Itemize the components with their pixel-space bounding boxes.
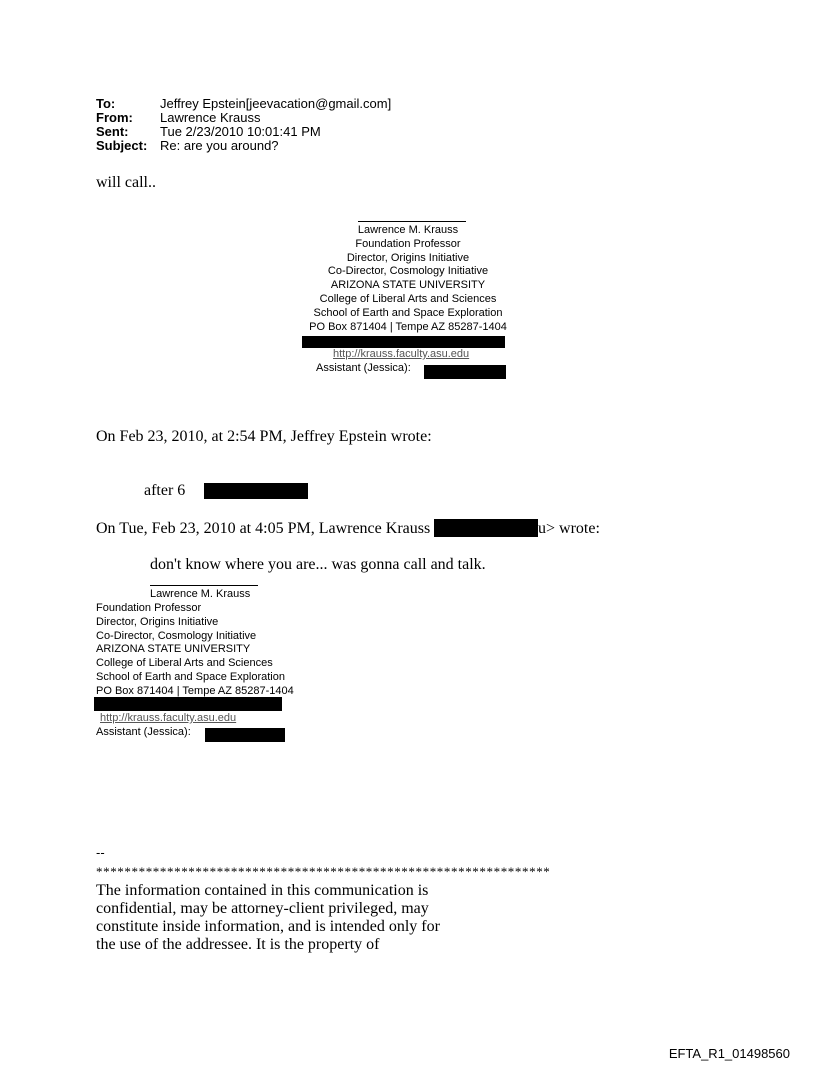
quote1-attribution: On Feb 23, 2010, at 2:54 PM, Jeffrey Epstein wrote: <box>96 428 432 445</box>
from-value: Lawrence Krauss <box>160 110 261 125</box>
signature1-codirector: Co-Director, Cosmology Initiative <box>327 265 489 278</box>
signature1-link[interactable]: http://krauss.faculty.asu.edu <box>333 348 470 360</box>
quote2-attribution-prefix: On Tue, Feb 23, 2010 at 4:05 PM, Lawrence Krauss <box>96 520 431 537</box>
footer-dashes: -- <box>96 845 105 860</box>
signature2-rule <box>150 585 258 586</box>
sent-label: Sent: <box>96 124 129 139</box>
signature1-school: School of Earth and Space Exploration <box>313 306 503 319</box>
body-message: will call.. <box>96 174 156 191</box>
subject-label: Subject: <box>96 138 148 153</box>
header-to-row <box>96 97 391 111</box>
disclaimer-line: the use of the addressee. It is the property of <box>96 936 380 953</box>
signature2-assistant: Assistant (Jessica): <box>96 726 191 738</box>
signature2-redaction-assistant <box>205 728 285 742</box>
disclaimer-line: confidential, may be attorney-client privileged, may <box>96 900 429 917</box>
signature2-link[interactable]: http://krauss.faculty.asu.edu <box>100 712 237 724</box>
signature1-assistant: Assistant (Jessica): <box>316 362 411 374</box>
document-id: EFTA_R1_01498560 <box>668 1046 790 1061</box>
signature1-block <box>278 224 538 334</box>
footer-stars: **************************************************************** <box>96 864 551 879</box>
subject-value: Re: are you around? <box>160 138 279 153</box>
sent-value: Tue 2/23/2010 10:01:41 PM <box>160 124 321 139</box>
disclaimer-line: The information contained in this communication is <box>96 882 429 899</box>
signature2-director: Director, Origins Initiative <box>96 615 219 628</box>
quote1-message: after 6 <box>144 482 186 499</box>
to-label: To: <box>96 96 116 111</box>
signature1-redaction-assistant <box>424 365 506 379</box>
signature1-redaction-phone <box>302 336 505 348</box>
signature2-title: Foundation Professor <box>96 602 202 614</box>
signature1-rule <box>358 221 466 222</box>
signature2-college: College of Liberal Arts and Sciences <box>96 657 273 670</box>
to-value: Jeffrey Epstein[jeevacation@gmail.com] <box>160 96 392 111</box>
signature1-director: Director, Origins Initiative <box>346 251 470 264</box>
email-header <box>96 97 391 153</box>
from-label: From: <box>96 110 133 125</box>
signature2-name: Lawrence M. Krauss <box>150 588 251 600</box>
signature1-college: College of Liberal Arts and Sciences <box>319 292 497 305</box>
quote2-email-redaction <box>434 519 538 537</box>
header-from-row <box>96 111 391 125</box>
signature2-redaction-phone <box>94 697 282 711</box>
footer-disclaimer <box>96 882 440 954</box>
signature1-university: ARIZONA STATE UNIVERSITY <box>330 279 486 292</box>
quote1-redaction <box>204 483 308 499</box>
signature1-name: Lawrence M. Krauss <box>357 224 459 236</box>
signature1-title: Foundation Professor <box>355 237 461 250</box>
quote2-message: don't know where you are... was gonna call and talk. <box>150 556 486 573</box>
signature2-university: ARIZONA STATE UNIVERSITY <box>96 643 251 656</box>
signature2-block <box>96 602 294 699</box>
signature1-address: PO Box 871404 | Tempe AZ 85287-1404 <box>309 320 507 333</box>
signature2-school: School of Earth and Space Exploration <box>96 670 285 683</box>
signature2-codirector: Co-Director, Cosmology Initiative <box>96 629 257 642</box>
header-sent-row <box>96 125 391 139</box>
quote2-attribution-suffix: u> wrote: <box>538 520 600 537</box>
header-subject-row <box>96 139 391 153</box>
disclaimer-line: constitute inside information, and is intended only for <box>96 918 440 935</box>
signature2-address: PO Box 871404 | Tempe AZ 85287-1404 <box>96 684 294 697</box>
